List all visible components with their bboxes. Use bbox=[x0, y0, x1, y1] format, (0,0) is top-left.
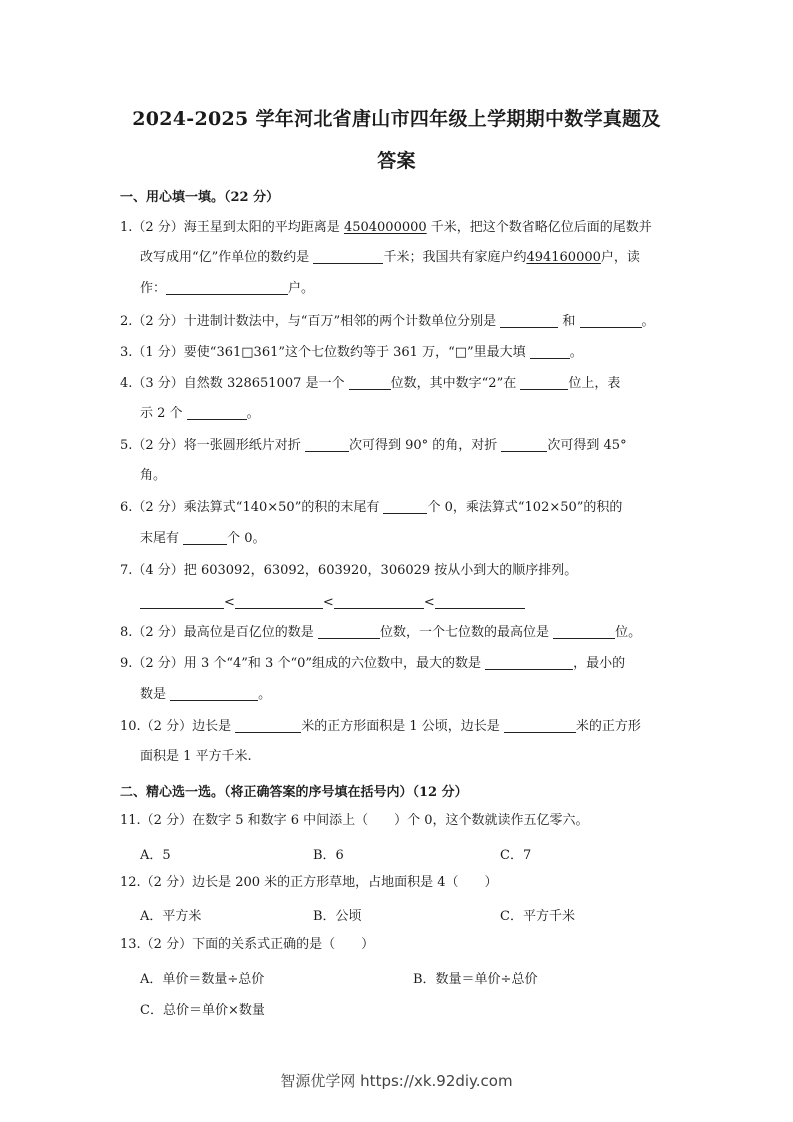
answer-blank[interactable] bbox=[313, 249, 383, 264]
answer-blank[interactable] bbox=[553, 624, 615, 639]
option-a[interactable]: A．单价＝数量÷总价 bbox=[140, 972, 265, 987]
question-1-line-3: 作： 户。 bbox=[140, 281, 315, 296]
question-6-line-1: 6.（2 分）乘法算式“140×50”的积的末尾有 个 0，乘法算式“102×50”的积的 bbox=[120, 500, 623, 515]
answer-blank[interactable] bbox=[235, 594, 323, 609]
answer-blank[interactable] bbox=[140, 594, 224, 609]
answer-blank[interactable] bbox=[349, 375, 391, 390]
answer-blank[interactable] bbox=[334, 594, 424, 609]
question-7-ordering-blanks: < < < bbox=[140, 594, 525, 612]
answer-blank[interactable] bbox=[485, 655, 573, 670]
question-6-line-2: 末尾有 个 0。 bbox=[140, 531, 266, 546]
section-2-heading: 二、精心选一选。（将正确答案的序号填在括号内）（12 分） bbox=[120, 785, 468, 800]
footer-watermark: 智源优学网 https://xk.92diy.com bbox=[280, 1072, 513, 1090]
households-number: 494160000 bbox=[526, 250, 601, 265]
option-a[interactable]: A．5 bbox=[140, 848, 171, 863]
question-10-line-1: 10.（2 分）边长是 米的正方形面积是 1 公顷，边长是 米的正方形 bbox=[120, 719, 641, 734]
question-10-line-2: 面积是 1 平方千米. bbox=[140, 749, 252, 764]
section-1-heading: 一、用心填一填。（22 分） bbox=[120, 190, 280, 205]
question-7: 7.（4 分）把 603092，63092，603920，306029 按从小到大的顺序排列。 bbox=[120, 563, 578, 578]
answer-blank[interactable] bbox=[166, 280, 288, 295]
answer-blank[interactable] bbox=[318, 624, 380, 639]
question-9-line-2: 数是 。 bbox=[140, 687, 272, 702]
answer-blank[interactable] bbox=[500, 313, 558, 328]
document-title-line-1: 2024-2025 学年河北省唐山市四年级上学期期中数学真题及 bbox=[132, 108, 661, 130]
question-1-line-1: 1.（2 分）海王星到太阳的平均距离是 4504000000 千米，把这个数省略亿位后面的尾数并 bbox=[120, 220, 652, 235]
option-a[interactable]: A．平方米 bbox=[140, 909, 202, 924]
answer-blank[interactable] bbox=[235, 718, 301, 733]
question-5-line-2: 角。 bbox=[140, 468, 167, 483]
answer-blank[interactable] bbox=[504, 718, 576, 733]
distance-number: 4504000000 bbox=[343, 220, 427, 235]
option-b[interactable]: B．公顷 bbox=[313, 909, 362, 924]
answer-blank[interactable] bbox=[530, 344, 570, 359]
option-c[interactable]: C．总价＝单价×数量 bbox=[140, 1003, 265, 1018]
answer-blank[interactable] bbox=[170, 686, 258, 701]
option-b[interactable]: B．数量＝单价÷总价 bbox=[413, 972, 538, 987]
question-3: 3.（1 分）要使“361□361”这个七位数约等于 361 万，“□”里最大填 。 bbox=[120, 345, 583, 360]
answer-blank[interactable] bbox=[501, 437, 547, 452]
question-12: 12.（2 分）边长是 200 米的正方形草地，占地面积是 4（ ） bbox=[120, 875, 498, 890]
answer-blank[interactable] bbox=[305, 437, 349, 452]
answer-blank[interactable] bbox=[580, 313, 642, 328]
question-13: 13.（2 分）下面的关系式正确的是（ ） bbox=[120, 937, 375, 952]
option-c[interactable]: C．平方千米 bbox=[500, 909, 575, 924]
answer-blank[interactable] bbox=[520, 375, 568, 390]
question-1-line-2: 改写成用“亿”作单位的数约是 千米；我国共有家庭户约494160000户，读 bbox=[140, 250, 640, 265]
option-c[interactable]: C．7 bbox=[500, 848, 532, 863]
document-title-line-2: 答案 bbox=[377, 150, 416, 172]
question-2: 2.（2 分）十进制计数法中，与“百万”相邻的两个计数单位分别是 和 。 bbox=[120, 314, 655, 329]
question-4-line-1: 4.（3 分）自然数 328651007 是一个 位数，其中数字“2”在 位上，表 bbox=[120, 376, 621, 391]
question-4-line-2: 示 2 个 。 bbox=[140, 406, 260, 421]
answer-blank[interactable] bbox=[435, 594, 525, 609]
answer-blank[interactable] bbox=[383, 499, 427, 514]
question-9-line-1: 9.（2 分）用 3 个“4”和 3 个“0”组成的六位数中，最大的数是 ，最小的 bbox=[120, 656, 626, 671]
answer-blank[interactable] bbox=[183, 530, 227, 545]
option-b[interactable]: B．6 bbox=[313, 848, 344, 863]
question-11: 11.（2 分）在数字 5 和数字 6 中间添上（ ）个 0，这个数就读作五亿零六。 bbox=[120, 813, 589, 828]
question-5-line-1: 5.（2 分）将一张圆形纸片对折 次可得到 90° 的角，对折 次可得到 45° bbox=[120, 438, 627, 453]
answer-blank[interactable] bbox=[187, 405, 247, 420]
question-8: 8.（2 分）最高位是百亿位的数是 位数，一个七位数的最高位是 位。 bbox=[120, 625, 642, 640]
